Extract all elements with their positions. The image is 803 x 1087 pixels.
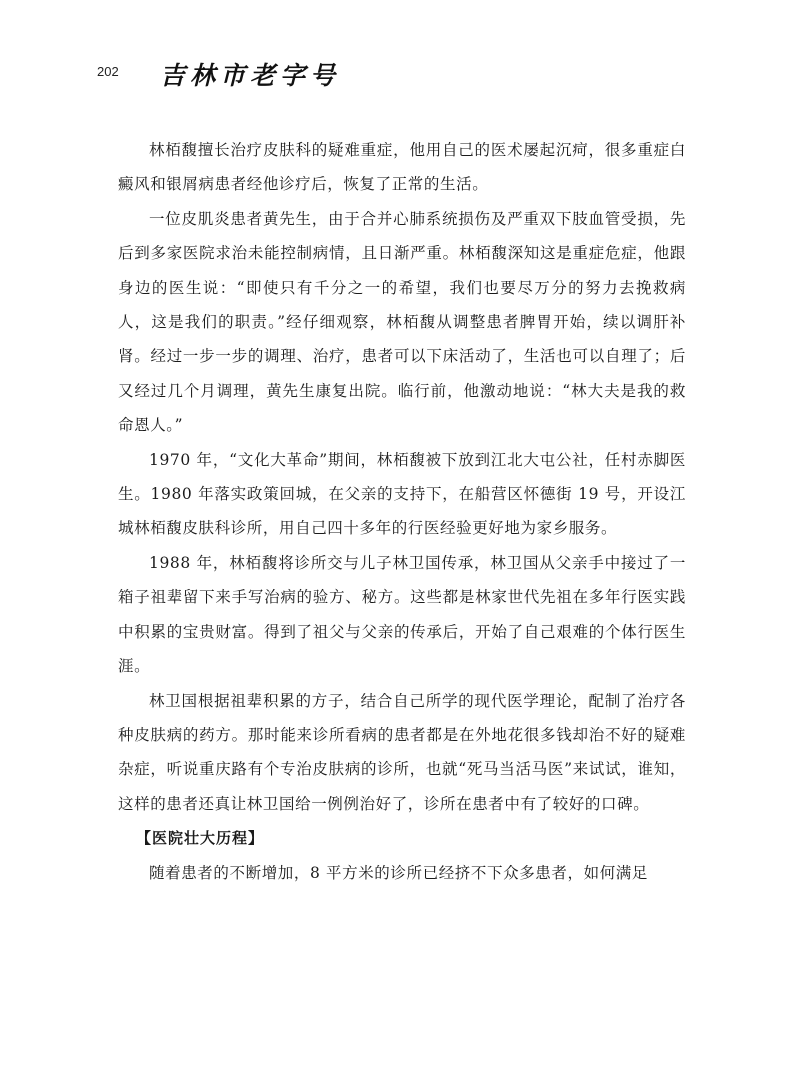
- paragraph: 林卫国根据祖辈积累的方子，结合自己所学的现代医学理论，配制了治疗各种皮肤病的药方。那时能来诊所看病的患者都是在外地花很多钱却治不好的疑难杂症，听说重庆路有个专治皮肤病的诊所，也就“死马当活马医”来试试，谁知，这样的患者还真让林卫国给一例例治好了，诊所在患者中有了较好的口碑。: [118, 691, 686, 813]
- paragraph: 1970 年，“文化大革命”期间，林栢馥被下放到江北大屯公社，任村赤脚医生。1980 年落实政策回城，在父亲的支持下，在船营区怀德街 19 号，开设江城林栢馥皮肤科诊所，用自己四十多年的行医经验更好地为家乡服务。: [118, 450, 686, 538]
- paragraph: 林栢馥擅长治疗皮肤科的疑难重症，他用自己的医术屡起沉疴，很多重症白癜风和银屑病患者经他诊疗后，恢复了正常的生活。: [118, 141, 686, 194]
- paragraph: 一位皮肌炎患者黄先生，由于合并心肺系统损伤及严重双下肢血管受损，先后到多家医院求治未能控制病情，且日渐严重。林栢馥深知这是重症危症，他跟身边的医生说：“即使只有千分之一的希望，我们也要尽万分的努力去挽救病人，这是我们的职责。”经仔细观察，林栢馥从调整患者脾胃开始，续以调肝补肾。经过一步一步的调理、治疗，患者可以下床活动了，生活也可以自理了；后又经过几个月调理，黄先生康复出院。临行前，他激动地说：“林大夫是我的救命恩人。”: [118, 209, 686, 435]
- page-body: [118, 133, 686, 890]
- section-heading: 【医院壮大历程】: [136, 829, 265, 848]
- paragraph: 随着患者的不断增加，8 平方米的诊所已经挤不下众多患者，如何满足: [149, 863, 648, 882]
- book-title: 吉林市老字号: [160, 61, 341, 90]
- paragraph: 1988 年，林栢馥将诊所交与儿子林卫国传承，林卫国从父亲手中接过了一箱子祖辈留下来手写治病的验方、秘方。这些都是林家世代先祖在多年行医实践中积累的宝贵财富。得到了祖父与父亲的传承后，开始了自己艰难的个体行医生涯。: [118, 553, 686, 676]
- page-number: 202: [97, 64, 119, 79]
